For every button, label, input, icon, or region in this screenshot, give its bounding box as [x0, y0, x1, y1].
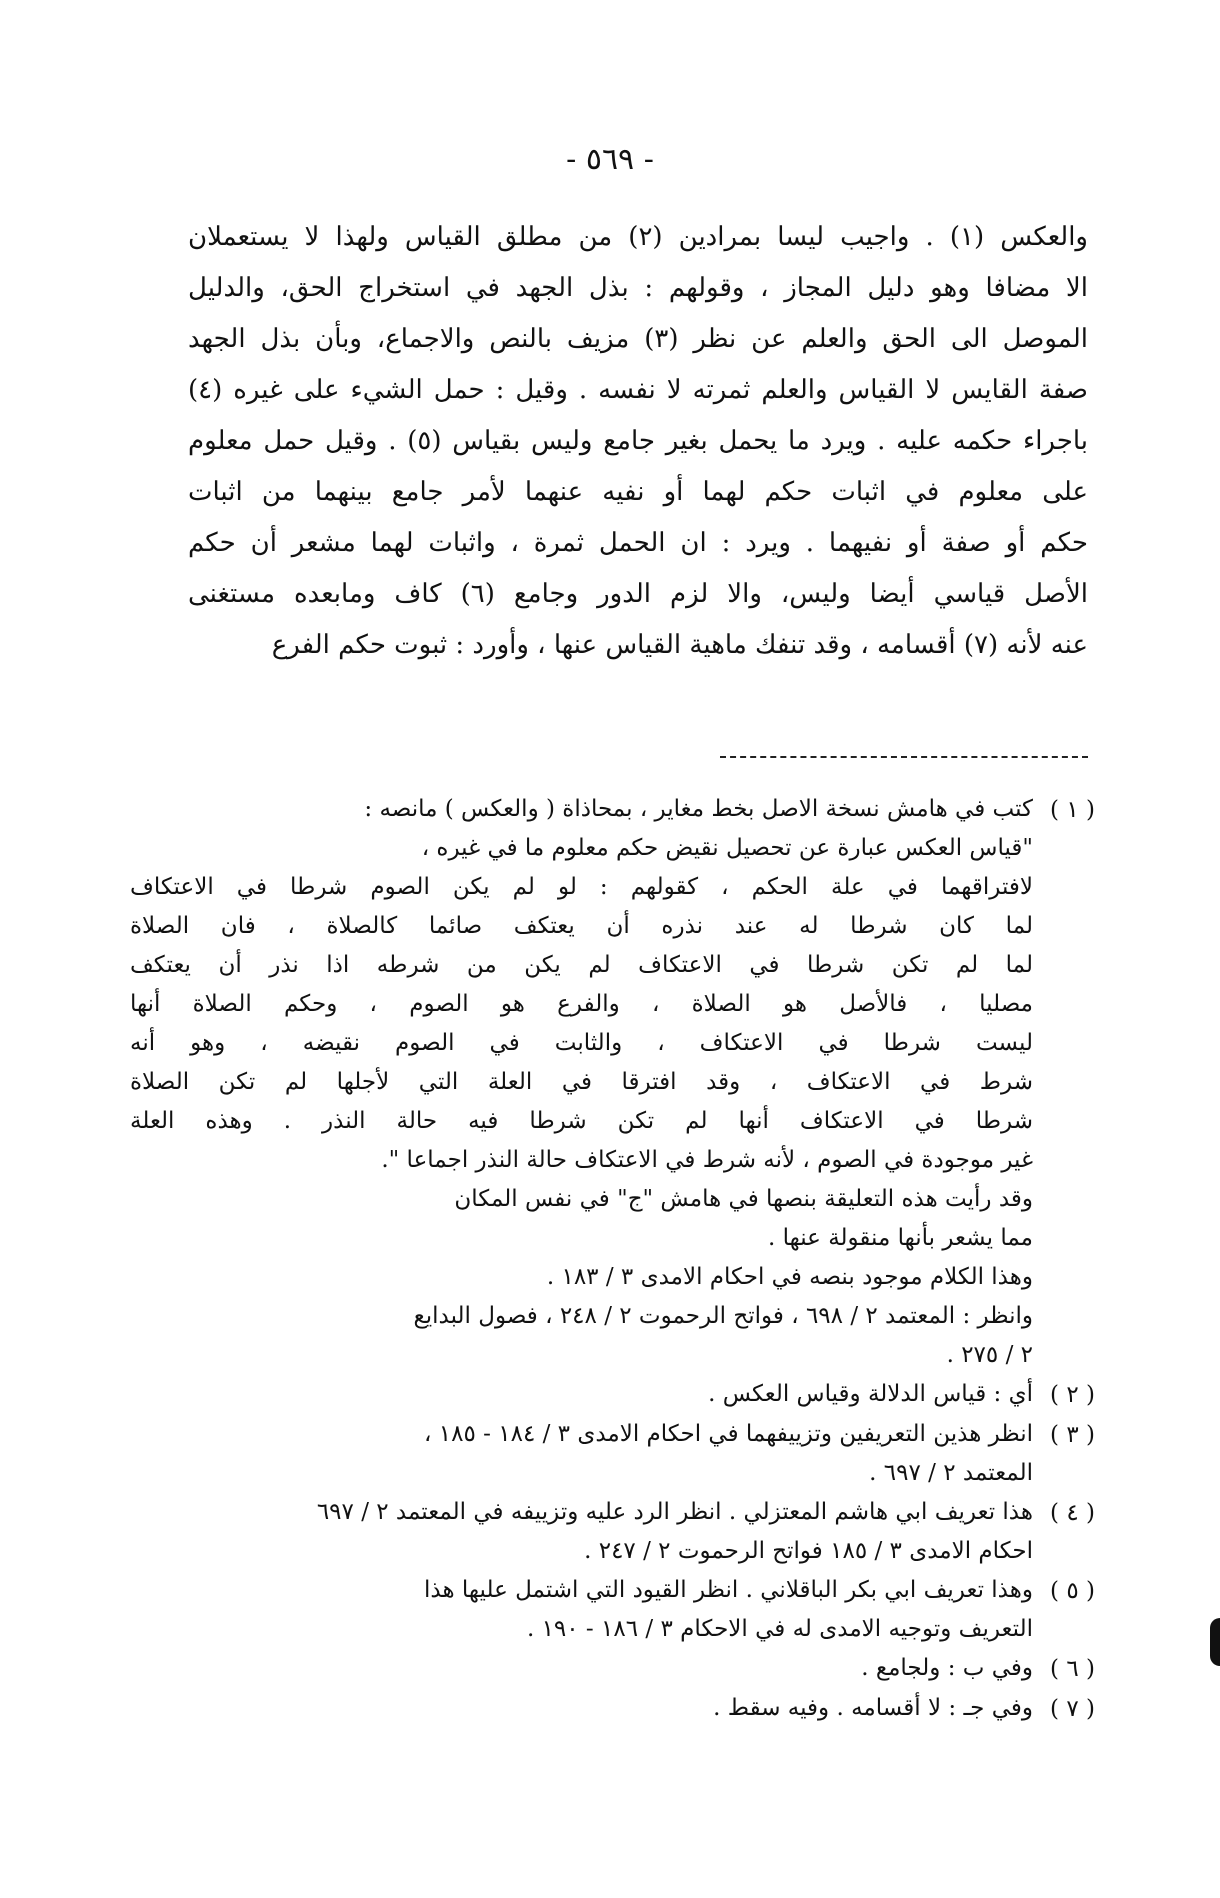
footnote-line: وفي ب : ولجامع .: [861, 1655, 1033, 1681]
footnote-line: ليست شرطا في الاعتكاف ، والثابت في الصوم نقيضه ، وهو أنه: [130, 1030, 1033, 1056]
text-line: حكم أو صفة أو نفيهما . ويرد : ان الحمل ثمرة ، واثبات لهما مشعر أن حكم: [188, 528, 1088, 558]
footnote-line: مصليا ، فالأصل هو الصلاة ، والفرع هو الصوم ، وحكم الصلاة أنها: [130, 991, 1033, 1017]
footnote-body: [130, 1571, 1033, 1649]
footnote-line: انظر هذين التعريفين وتزييفهما في احكام الامدى ٣ / ١٨٤ - ١٨٥ ،: [424, 1421, 1033, 1447]
footnote-line: المعتمد ٢ / ٦٩٧ .: [869, 1460, 1033, 1486]
footnote-body: [130, 1493, 1033, 1571]
main-text: [188, 212, 1088, 671]
footnote-line: لما لم تكن شرطا في الاعتكاف لم يكن من شرطه اذا نذر أن يعتكف: [130, 952, 1033, 978]
footnote-body: [130, 1689, 1033, 1728]
footnote-line: وهذا الكلام موجود بنصه في احكام الامدى ٣ / ١٨٣ .: [546, 1264, 1033, 1290]
footnote-4: [130, 1493, 1095, 1571]
text-line: والعكس (١) . واجيب ليسا بمرادين (٢) من مطلق القياس ولهذا لا يستعملان: [188, 222, 1088, 252]
text-line: على معلوم في اثبات حكم لهما أو نفيه عنهما لأمر جامع بينهما من اثبات: [188, 477, 1088, 507]
footnote-number: ( ١ ): [1050, 797, 1095, 823]
footnote-6: [130, 1649, 1095, 1689]
footnote-5: [130, 1571, 1095, 1649]
scan-margin-mark: [1210, 1618, 1220, 1666]
footnote-line: مما يشعر بأنها منقولة عنها .: [767, 1225, 1033, 1251]
footnote-3: [130, 1415, 1095, 1493]
text-line: الأصل قياسي أيضا وليس، والا لزم الدور وجامع (٦) كاف ومابعده مستغنى: [188, 579, 1088, 609]
footnote-line: شرطا في الاعتكاف أنها لم تكن شرطا فيه حالة النذر . وهذه العلة: [130, 1108, 1033, 1134]
footnote-line: شرط في الاعتكاف ، وقد افترقا في العلة التي لأجلها لم تكن الصلاة: [130, 1069, 1033, 1095]
footnote-1: [130, 790, 1095, 1375]
footnotes: [130, 790, 1095, 1729]
page-number: - ٥٦٩ -: [566, 142, 654, 177]
footnote-7: [130, 1689, 1095, 1729]
text-line: الموصل الى الحق والعلم عن نظر (٣) مزيف بالنص والاجماع، وبأن بذل الجهد: [188, 324, 1088, 354]
footnote-number: ( ٤ ): [1050, 1500, 1095, 1526]
footnote-line: احكام الامدى ٣ / ١٨٥ فواتح الرحموت ٢ / ٢٤٧ .: [584, 1538, 1033, 1564]
footnote-line: وقد رأيت هذه التعليقة بنصها في هامش "ج" في نفس المكان: [454, 1186, 1033, 1212]
text-line: باجراء حكمه عليه . ويرد ما يحمل بغير جامع وليس بقياس (٥) . وقيل حمل معلوم: [188, 426, 1088, 456]
footnote-line: غير موجودة في الصوم ، لأنه شرط في الاعتكاف حالة النذر اجماعا ".: [381, 1147, 1033, 1173]
footnote-number: ( ٥ ): [1050, 1578, 1095, 1604]
footnote-line: لافتراقهما في علة الحكم ، كقولهم : لو لم يكن الصوم شرطا في الاعتكاف: [130, 874, 1033, 900]
footnote-body: [130, 1415, 1033, 1493]
text-line: الا مضافا وهو دليل المجاز ، وقولهم : بذل الجهد في استخراج الحق، والدليل: [188, 273, 1088, 303]
footnote-body: [130, 790, 1033, 1375]
footnote-number: ( ٣ ): [1050, 1422, 1095, 1448]
footnote-line: كتب في هامش نسخة الاصل بخط مغاير ، بمحاذاة ( والعكس ) مانصه :: [364, 796, 1033, 822]
footnote-line: التعريف وتوجيه الامدى له في الاحكام ٣ / ١٨٦ - ١٩٠ .: [526, 1616, 1033, 1642]
footnote-number: ( ٦ ): [1050, 1656, 1095, 1682]
footnote-line: "قياس العكس عبارة عن تحصيل نقيض حكم معلوم ما في غيره ،: [421, 835, 1033, 861]
text-line: عنه لأنه (٧) أقسامه ، وقد تنفك ماهية القياس عنها ، وأورد : ثبوت حكم الفرع: [271, 630, 1088, 660]
footnote-line: لما كان شرطا له عند نذره أن يعتكف صائما كالصلاة ، فان الصلاة: [130, 913, 1033, 939]
footnote-line: أي : قياس الدلالة وقياس العكس .: [708, 1381, 1033, 1407]
footnote-number: ( ٢ ): [1050, 1382, 1095, 1408]
footnote-line: ٢ / ٢٧٥ .: [946, 1342, 1033, 1368]
footnote-line: هذا تعريف ابي هاشم المعتزلي . انظر الرد عليه وتزييفه في المعتمد ٢ / ٦٩٧: [316, 1499, 1033, 1525]
footnote-2: [130, 1375, 1095, 1415]
footnote-line: وانظر : المعتمد ٢ / ٦٩٨ ، فواتح الرحموت ٢ / ٢٤٨ ، فصول البدايع: [413, 1303, 1033, 1329]
text-line: صفة القايس لا القياس والعلم ثمرته لا نفسه . وقيل : حمل الشيء على غيره (٤): [188, 375, 1088, 405]
footnote-line: وفي جـ : لا أقسامه . وفيه سقط .: [713, 1695, 1033, 1721]
footnote-number: ( ٧ ): [1050, 1696, 1095, 1722]
footnote-body: [130, 1375, 1033, 1414]
footnote-body: [130, 1649, 1033, 1688]
footnote-line: وهذا تعريف ابي بكر الباقلاني . انظر القيود التي اشتمل عليها هذا: [424, 1577, 1033, 1603]
footnote-separator: [720, 756, 1088, 758]
